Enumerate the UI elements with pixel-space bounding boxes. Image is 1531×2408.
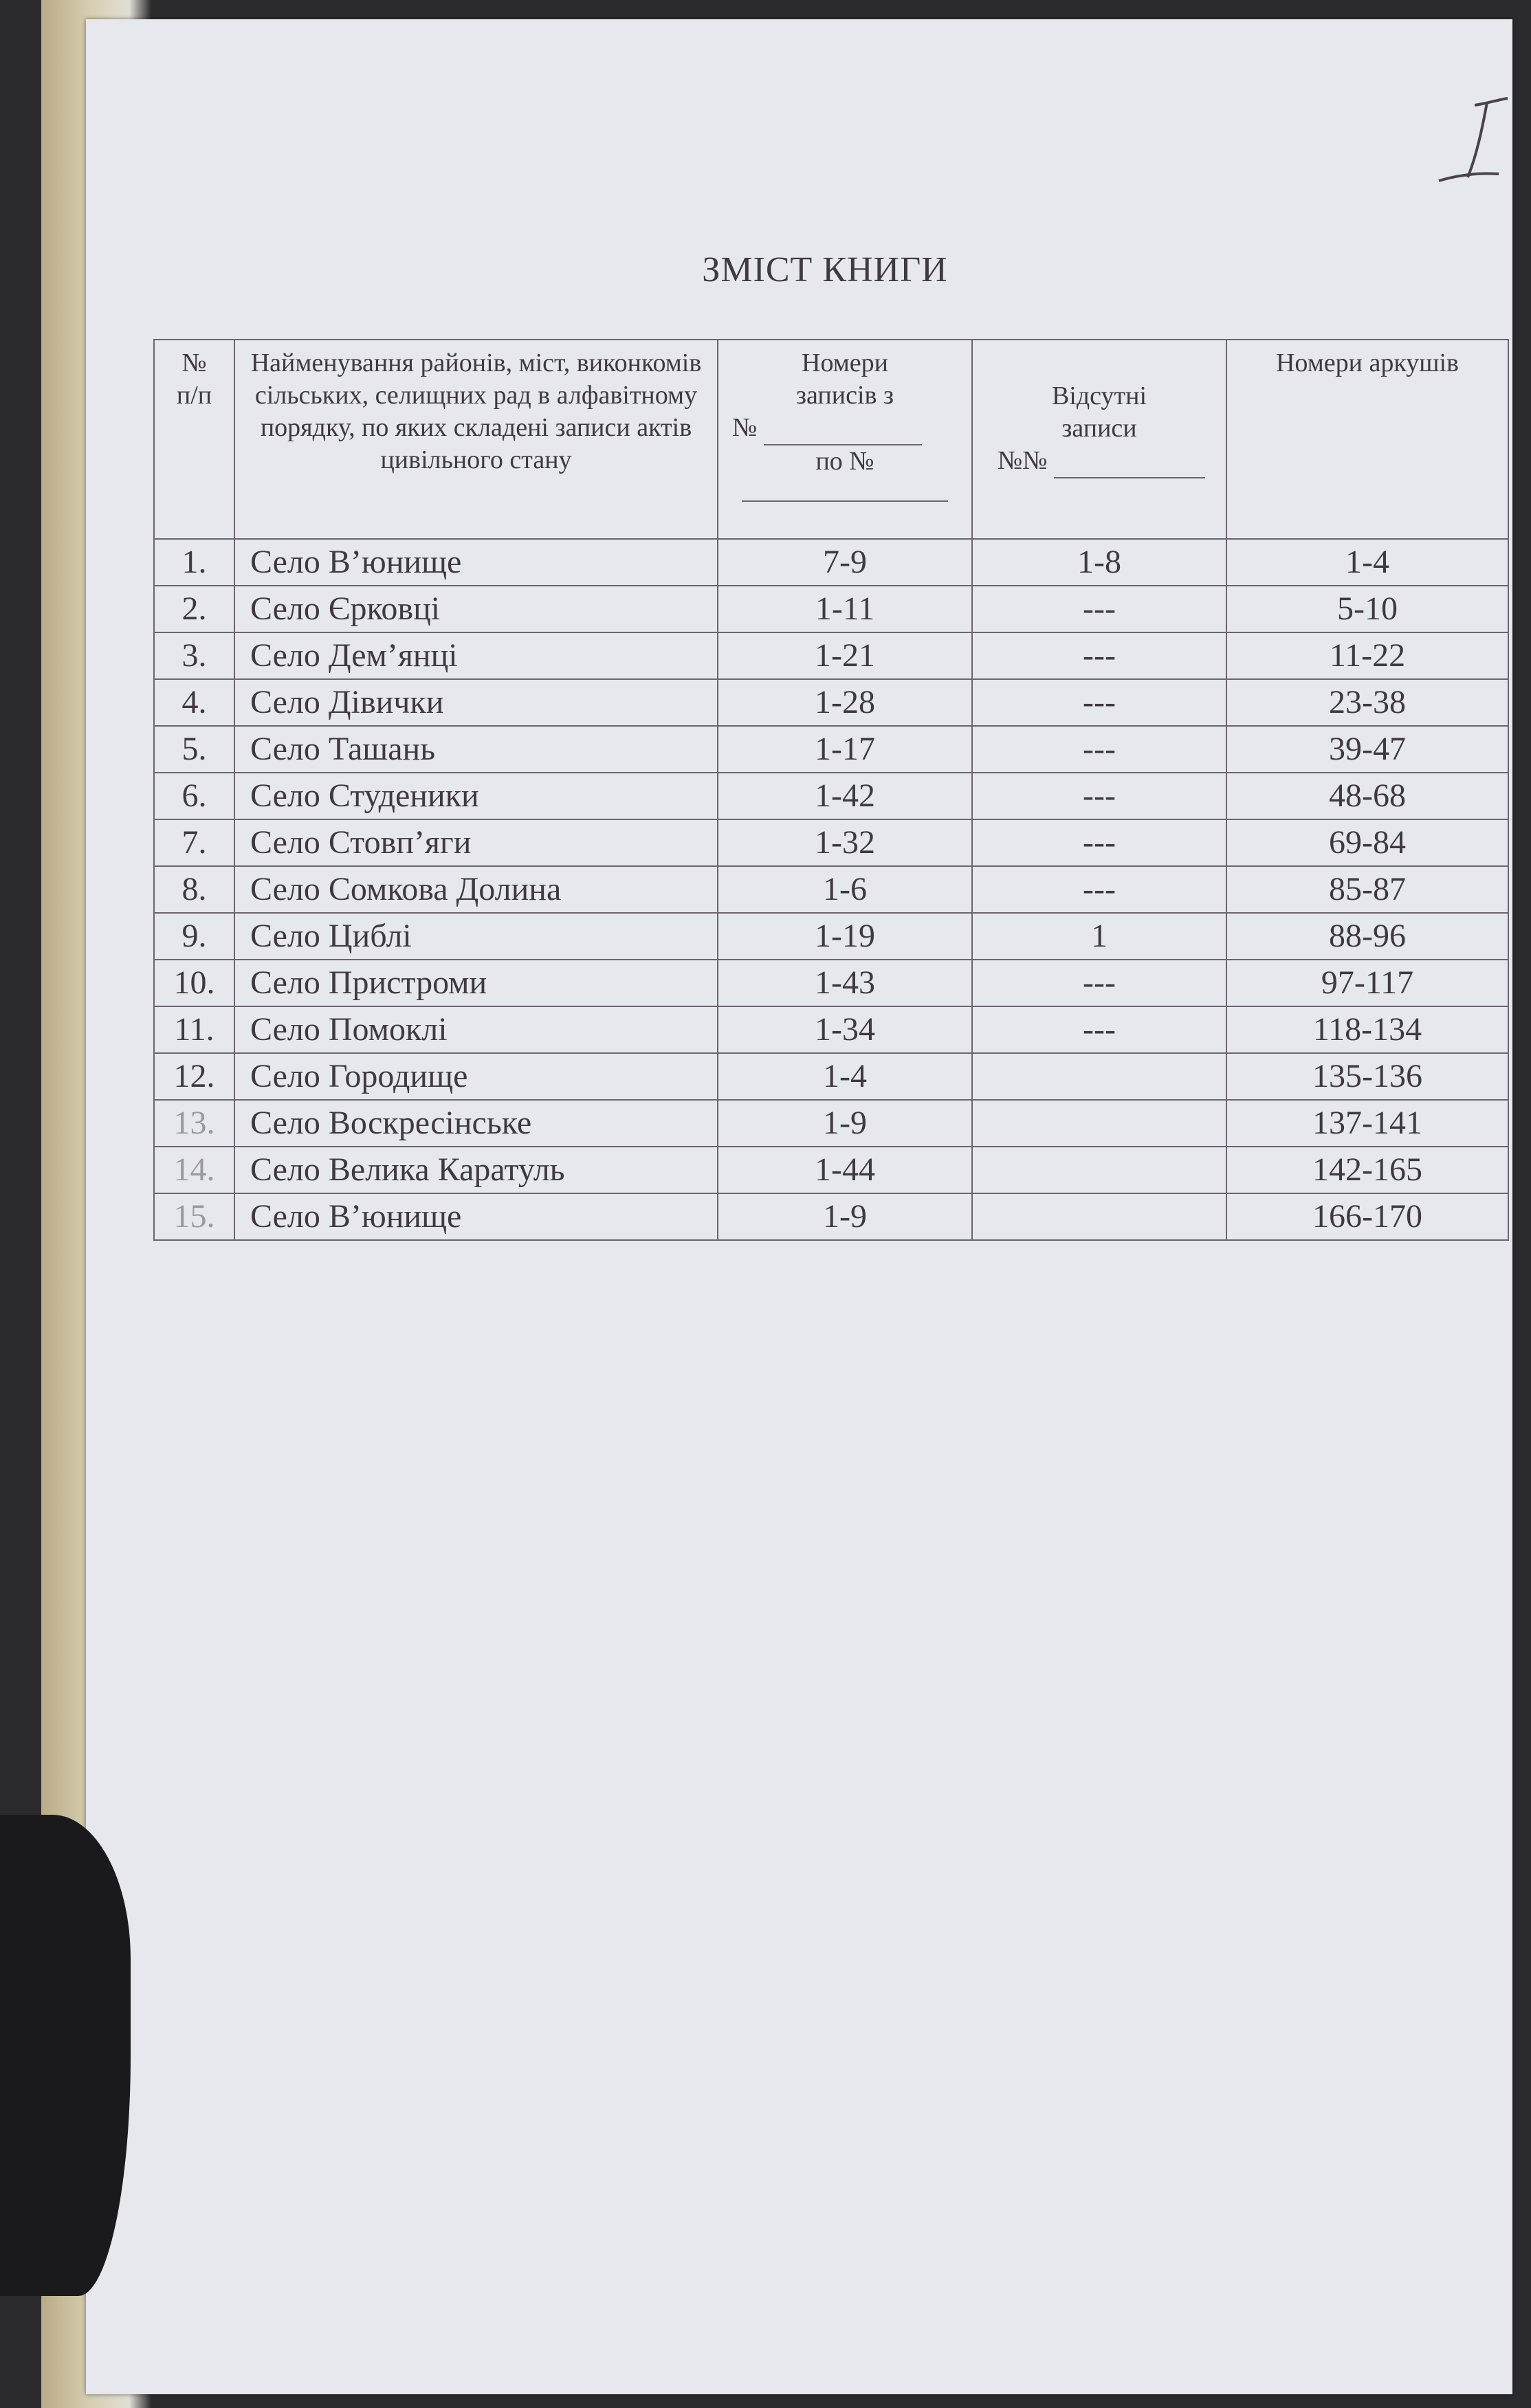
row-records-range: 1-44: [718, 1147, 972, 1193]
row-number: 13.: [154, 1100, 234, 1147]
row-number: 12.: [154, 1053, 234, 1100]
row-settlement-name: Село Велика Каратуль: [234, 1147, 718, 1193]
row-records-range: 1-17: [718, 726, 972, 773]
row-sheet-range: 137-141: [1226, 1100, 1508, 1147]
row-sheet-range: 97-117: [1226, 960, 1508, 1006]
row-records-range: 1-6: [718, 866, 972, 913]
header-missing-line1: Відсутні: [1051, 382, 1147, 410]
document-title: ЗМІСТ КНИГИ: [702, 250, 948, 289]
row-settlement-name: Село Циблі: [234, 913, 718, 960]
contents-table: [153, 339, 1509, 1241]
row-settlement-name: Село В’юнище: [234, 539, 718, 586]
table-row: [154, 819, 1508, 866]
row-number: 9.: [154, 913, 234, 960]
row-missing-records: ---: [972, 1006, 1226, 1053]
row-records-range: 1-34: [718, 1006, 972, 1053]
table-row: [154, 1100, 1508, 1147]
table-header-row: [154, 340, 1508, 539]
header-name-text: Найменування районів, міст, виконкомів сільських, селищних рад в алфавітному порядку, по яких складені записи актів цивільного стану: [250, 349, 702, 474]
table-row: [154, 1006, 1508, 1053]
header-records-no: №: [732, 413, 758, 442]
records-from-blank: [764, 412, 922, 445]
header-records-line3: [718, 412, 971, 445]
row-records-range: 1-42: [718, 773, 972, 819]
row-records-range: 1-43: [718, 960, 972, 1006]
row-missing-records: ---: [972, 773, 1226, 819]
row-sheet-range: 39-47: [1226, 726, 1508, 773]
records-to-blank: [742, 483, 948, 502]
row-records-range: 1-9: [718, 1193, 972, 1240]
row-missing-records: ---: [972, 632, 1226, 679]
row-sheet-range: 85-87: [1226, 866, 1508, 913]
row-missing-records: 1: [972, 913, 1226, 960]
row-settlement-name: Село Воскресінське: [234, 1100, 718, 1147]
torn-paper-corner: [0, 1815, 131, 2296]
row-number: 15.: [154, 1193, 234, 1240]
row-sheet-range: 23-38: [1226, 679, 1508, 726]
header-number-line2: п/п: [176, 381, 212, 410]
row-sheet-range: 135-136: [1226, 1053, 1508, 1100]
row-missing-records: [972, 1147, 1226, 1193]
table-row: [154, 1053, 1508, 1100]
row-sheet-range: 1-4: [1226, 539, 1508, 586]
row-missing-records: ---: [972, 866, 1226, 913]
header-records: [718, 340, 972, 539]
handwritten-page-mark: [1433, 91, 1516, 188]
row-records-range: 1-11: [718, 586, 972, 632]
row-settlement-name: Село Єрковці: [234, 586, 718, 632]
row-number: 5.: [154, 726, 234, 773]
header-number: [154, 340, 234, 539]
row-settlement-name: Село Городище: [234, 1053, 718, 1100]
row-number: 4.: [154, 679, 234, 726]
row-records-range: 1-19: [718, 913, 972, 960]
header-records-line4: по №: [815, 447, 874, 476]
table-row: [154, 1147, 1508, 1193]
row-records-range: 7-9: [718, 539, 972, 586]
row-missing-records: ---: [972, 586, 1226, 632]
table-row: [154, 679, 1508, 726]
row-number: 3.: [154, 632, 234, 679]
row-sheet-range: 118-134: [1226, 1006, 1508, 1053]
row-sheet-range: 142-165: [1226, 1147, 1508, 1193]
row-records-range: 1-28: [718, 679, 972, 726]
row-number: 8.: [154, 866, 234, 913]
row-settlement-name: Село Сомкова Долина: [234, 866, 718, 913]
row-records-range: 1-32: [718, 819, 972, 866]
header-missing: [972, 340, 1226, 539]
table-row: [154, 913, 1508, 960]
header-sheets: [1226, 340, 1508, 539]
table-row: [154, 632, 1508, 679]
table-row: [154, 960, 1508, 1006]
table-row: [154, 586, 1508, 632]
row-missing-records: ---: [972, 726, 1226, 773]
row-number: 11.: [154, 1006, 234, 1053]
row-number: 10.: [154, 960, 234, 1006]
row-number: 1.: [154, 539, 234, 586]
table-row: [154, 773, 1508, 819]
row-records-range: 1-21: [718, 632, 972, 679]
row-settlement-name: Село Пристроми: [234, 960, 718, 1006]
header-missing-line3: [973, 445, 1226, 478]
row-number: 14.: [154, 1147, 234, 1193]
row-missing-records: ---: [972, 679, 1226, 726]
row-missing-records: ---: [972, 819, 1226, 866]
row-settlement-name: Село Студеники: [234, 773, 718, 819]
row-number: 6.: [154, 773, 234, 819]
header-records-line1: Номери: [802, 349, 888, 377]
header-number-line1: №: [181, 349, 207, 377]
row-missing-records: ---: [972, 960, 1226, 1006]
row-settlement-name: Село Помоклі: [234, 1006, 718, 1053]
row-sheet-range: 48-68: [1226, 773, 1508, 819]
header-name: [234, 340, 718, 539]
row-settlement-name: Село Дівички: [234, 679, 718, 726]
row-records-range: 1-9: [718, 1100, 972, 1147]
row-settlement-name: Село Ташань: [234, 726, 718, 773]
row-records-range: 1-4: [718, 1053, 972, 1100]
table-row: [154, 539, 1508, 586]
row-settlement-name: Село Дем’янці: [234, 632, 718, 679]
header-records-line2: записів з: [796, 381, 894, 410]
header-missing-no: №№: [998, 446, 1048, 475]
header-sheets-text: Номери аркушів: [1275, 349, 1460, 377]
table-row: [154, 726, 1508, 773]
row-missing-records: [972, 1053, 1226, 1100]
row-number: 7.: [154, 819, 234, 866]
row-missing-records: 1-8: [972, 539, 1226, 586]
row-sheet-range: 166-170: [1226, 1193, 1508, 1240]
table-row: [154, 866, 1508, 913]
document-page: [86, 19, 1512, 2394]
missing-blank: [1054, 445, 1205, 478]
row-number: 2.: [154, 586, 234, 632]
row-missing-records: [972, 1193, 1226, 1240]
header-missing-line2: записи: [1061, 414, 1137, 443]
table-row: [154, 1193, 1508, 1240]
row-sheet-range: 69-84: [1226, 819, 1508, 866]
row-sheet-range: 5-10: [1226, 586, 1508, 632]
row-sheet-range: 11-22: [1226, 632, 1508, 679]
row-sheet-range: 88-96: [1226, 913, 1508, 960]
row-missing-records: [972, 1100, 1226, 1147]
row-settlement-name: Село Стовп’яги: [234, 819, 718, 866]
row-settlement-name: Село В’юнище: [234, 1193, 718, 1240]
